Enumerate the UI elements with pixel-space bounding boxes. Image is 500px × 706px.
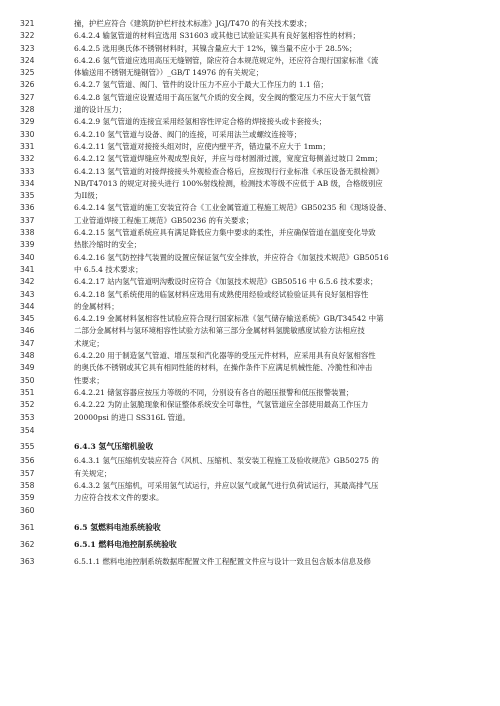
line-number: 355 bbox=[20, 442, 35, 452]
text-line bbox=[0, 289, 500, 301]
text-line bbox=[0, 227, 500, 239]
line-text: 6.4.3.2 氢气压缩机，可采用氢气试运行，并应以氢气或氮气进行负荷试运行，其最高排气压 bbox=[74, 480, 379, 490]
text-line bbox=[0, 387, 500, 399]
line-text: 有关规定； bbox=[74, 468, 112, 478]
line-number: 326 bbox=[20, 80, 35, 90]
line-text: 力应符合技术文件的要求。 bbox=[74, 493, 164, 503]
text-line bbox=[0, 338, 500, 350]
line-text: 6.4.2.9 氢气管道的连接宜采用经氢相容性评定合格的焊接接头或卡套接头； bbox=[74, 117, 327, 127]
line-text: 中 6.5.4 技术要求； bbox=[74, 264, 143, 274]
line-number: 335 bbox=[20, 191, 35, 201]
line-number: 350 bbox=[20, 375, 35, 385]
line-text: 热胀冷缩时的安全； bbox=[74, 240, 142, 250]
line-text: NB/T47013 的规定对接头进行 100%射线检测，检测技术等级不应低于 AB 级，合格级别应 bbox=[74, 178, 383, 188]
line-number: 363 bbox=[20, 556, 35, 566]
line-number: 327 bbox=[20, 92, 35, 102]
blank-line bbox=[0, 424, 500, 439]
line-number: 344 bbox=[20, 301, 35, 311]
text-line bbox=[0, 362, 500, 374]
line-number: 338 bbox=[20, 228, 35, 238]
line-number: 351 bbox=[20, 387, 35, 397]
line-text: 性要求； bbox=[74, 375, 104, 385]
line-number: 342 bbox=[20, 277, 35, 287]
line-text: 6.4.2.13 氢气管道的对接焊接接头外观检查合格后，应按现行行业标准《承压设备无损检测》 bbox=[74, 166, 384, 176]
line-number: 348 bbox=[20, 351, 35, 361]
line-text: 为II级； bbox=[74, 191, 103, 201]
section-heading: 6.4.3 氢气压缩机验收 bbox=[74, 442, 154, 452]
text-line bbox=[0, 55, 500, 67]
line-number: 345 bbox=[20, 314, 35, 324]
text-line bbox=[0, 30, 500, 42]
line-number: 360 bbox=[20, 506, 35, 516]
line-number: 331 bbox=[20, 141, 35, 151]
line-number: 349 bbox=[20, 363, 35, 373]
text-line bbox=[0, 239, 500, 251]
blank-line bbox=[0, 504, 500, 519]
line-number: 343 bbox=[20, 289, 35, 299]
line-number: 362 bbox=[20, 539, 35, 549]
text-line bbox=[0, 178, 500, 190]
text-line bbox=[0, 412, 500, 424]
line-text: 6.4.2.5 选用奥氏体不锈钢材料时，其镍含量应大于 12%，镍当量不应小于 28.5%； bbox=[74, 43, 357, 53]
line-text: 的奥氏体不锈钢或其它具有相同性能的材料，在操作条件下应满足机械性能、冷脆性和冲击 bbox=[74, 363, 373, 373]
section-heading-line bbox=[0, 536, 500, 553]
text-line bbox=[0, 202, 500, 214]
line-number: 361 bbox=[20, 522, 35, 532]
text-line bbox=[0, 313, 500, 325]
text-line bbox=[0, 553, 500, 570]
line-number: 357 bbox=[20, 468, 35, 478]
line-text: 6.4.2.15 氢气管道系统应具有满足降低应力集中要求的柔性，并应确保管道在温度变化导致 bbox=[74, 228, 376, 238]
line-text: 6.4.2.18 氢气系统使用的临氢材料应选用有成熟使用经验或经试验验证具有良好氢相容性 bbox=[74, 289, 369, 299]
text-line bbox=[0, 18, 500, 30]
section-heading-line bbox=[0, 519, 500, 536]
text-line bbox=[0, 104, 500, 116]
line-number: 324 bbox=[20, 55, 35, 65]
line-text: 6.4.2.16 氢气防控排气装置的设置应保证氢气安全排放，并应符合《加氢技术规范》GB50516 bbox=[74, 252, 389, 262]
text-line bbox=[0, 190, 500, 202]
line-text: 6.4.3.1 氢气压缩机安装应符合《风机、压缩机、泵安装工程施工及验收规范》GB50275 的 bbox=[74, 456, 379, 466]
line-text: 撞，护栏应符合《建筑防护栏杆技术标准》JGJ/T470 的有关技术要求； bbox=[74, 19, 312, 28]
text-line bbox=[0, 455, 500, 467]
text-line bbox=[0, 92, 500, 104]
line-text: 二部分金属材料与氢环境相容性试验方法和第三部分金属材料氢脆敏感度试验方法相应技 bbox=[74, 326, 365, 336]
line-number: 325 bbox=[20, 68, 35, 78]
text-line bbox=[0, 480, 500, 492]
line-text: 6.4.2.4 输氢管道的材料宜选用 S31603 或其他已试验证实具有良好氢相容性的材料； bbox=[74, 31, 360, 41]
text-line bbox=[0, 215, 500, 227]
line-text: 6.4.2.22 为防止氢脆现象和保证整体系统安全可靠性，气氢管道应全部使用最高工作压力 bbox=[74, 400, 369, 410]
line-number: 329 bbox=[20, 117, 35, 127]
text-line bbox=[0, 350, 500, 362]
line-text: 工业管道焊接工程施工规范》GB50236 的有关要求； bbox=[74, 215, 254, 225]
line-number: 330 bbox=[20, 129, 35, 139]
text-line bbox=[0, 325, 500, 337]
text-line bbox=[0, 141, 500, 153]
line-text: 6.4.2.12 氢气管道焊缝应外观成型良好，并应与母材圆滑过渡，宽度宜每侧盖过坡口 2mm； bbox=[74, 154, 383, 164]
line-text: 道的设计压力； bbox=[74, 105, 127, 115]
line-number: 341 bbox=[20, 264, 35, 274]
line-number: 352 bbox=[20, 400, 35, 410]
text-line bbox=[0, 399, 500, 411]
line-number: 322 bbox=[20, 31, 35, 41]
line-number: 333 bbox=[20, 166, 35, 176]
line-text: 6.4.2.19 金属材料氢相容性试验应符合现行国家标准《氢气储存输送系统》GB/T34542 中第 bbox=[74, 314, 384, 324]
line-text: 6.4.2.20 用于制造氢气管道、增压泵和汽化器等的受压元件材料，应采用具有良好氢相容性 bbox=[74, 351, 376, 361]
line-number: 353 bbox=[20, 412, 35, 422]
line-number: 339 bbox=[20, 240, 35, 250]
line-number: 332 bbox=[20, 154, 35, 164]
text-line bbox=[0, 252, 500, 264]
line-number: 328 bbox=[20, 105, 35, 115]
line-text: 20000psi 的进口 SS316L 管道。 bbox=[74, 412, 190, 422]
text-line bbox=[0, 79, 500, 91]
line-text: 6.4.2.17 站内氢气管道明沟敷设时应符合《加氢技术规范》GB50516 中 6.5.6 技术要求； bbox=[74, 277, 378, 287]
line-number: 359 bbox=[20, 493, 35, 503]
text-line bbox=[0, 264, 500, 276]
line-text: 体输送用不锈钢无缝钢管》）_GB/T 14976 的有关规定； bbox=[74, 68, 264, 78]
line-text: 6.4.2.14 氢气管道的施工安装宜符合《工业金属管道工程施工规范》GB50235 和《现场设备、 bbox=[74, 203, 391, 213]
text-line bbox=[0, 492, 500, 504]
line-text: 6.4.2.6 氢气管道应选用高压无缝钢管，除应符合本规范规定外，还应符合现行国家标准《流 bbox=[74, 55, 379, 65]
line-text: 的金属材料； bbox=[74, 301, 119, 311]
section-heading: 6.5 氢燃料电池系统验收 bbox=[74, 522, 161, 532]
text-line bbox=[0, 43, 500, 55]
line-number: 321 bbox=[20, 19, 35, 28]
line-number: 347 bbox=[20, 338, 35, 348]
text-line bbox=[0, 276, 500, 288]
text-line bbox=[0, 129, 500, 141]
line-number: 346 bbox=[20, 326, 35, 336]
text-line bbox=[0, 468, 500, 480]
line-number: 354 bbox=[20, 425, 35, 435]
line-number: 356 bbox=[20, 456, 35, 466]
text-line bbox=[0, 301, 500, 313]
line-number: 337 bbox=[20, 215, 35, 225]
text-line bbox=[0, 166, 500, 178]
line-number: 358 bbox=[20, 480, 35, 490]
line-text: 6.4.2.8 氢气管道应设置适用于高压氢气介质的安全阀，安全阀的整定压力不应大于氢气管 bbox=[74, 92, 372, 102]
section-heading-line bbox=[0, 438, 500, 455]
line-number: 323 bbox=[20, 43, 35, 53]
line-number: 340 bbox=[20, 252, 35, 262]
text-line bbox=[0, 153, 500, 165]
line-text: 6.4.2.21 储氢容器应按压力等级的不同，分别设有各自的超压报警和低压报警装置； bbox=[74, 387, 354, 397]
line-text: 6.5.1.1 燃料电池控制系统数据库配置文件工程配置文件应与设计一致且包含版本信息及修 bbox=[74, 556, 372, 566]
line-text: 术规定； bbox=[74, 338, 104, 348]
line-text: 6.4.2.11 氢气管道对接接头组对时，应使内壁平齐，错边量不应大于 1mm； bbox=[74, 141, 330, 151]
document-body bbox=[0, 18, 500, 570]
line-text: 6.4.2.7 氢气管道、阀门、管件的设计压力不应小于最大工作压力的 1.1 倍； bbox=[74, 80, 329, 90]
text-line bbox=[0, 67, 500, 79]
text-line bbox=[0, 375, 500, 387]
line-number: 336 bbox=[20, 203, 35, 213]
line-text: 6.4.2.10 氢气管道与设备、阀门的连接，可采用法兰或螺纹连接等； bbox=[74, 129, 302, 139]
text-line bbox=[0, 116, 500, 128]
line-number: 334 bbox=[20, 178, 35, 188]
section-heading: 6.5.1 燃料电池控制系统验收 bbox=[74, 539, 177, 549]
